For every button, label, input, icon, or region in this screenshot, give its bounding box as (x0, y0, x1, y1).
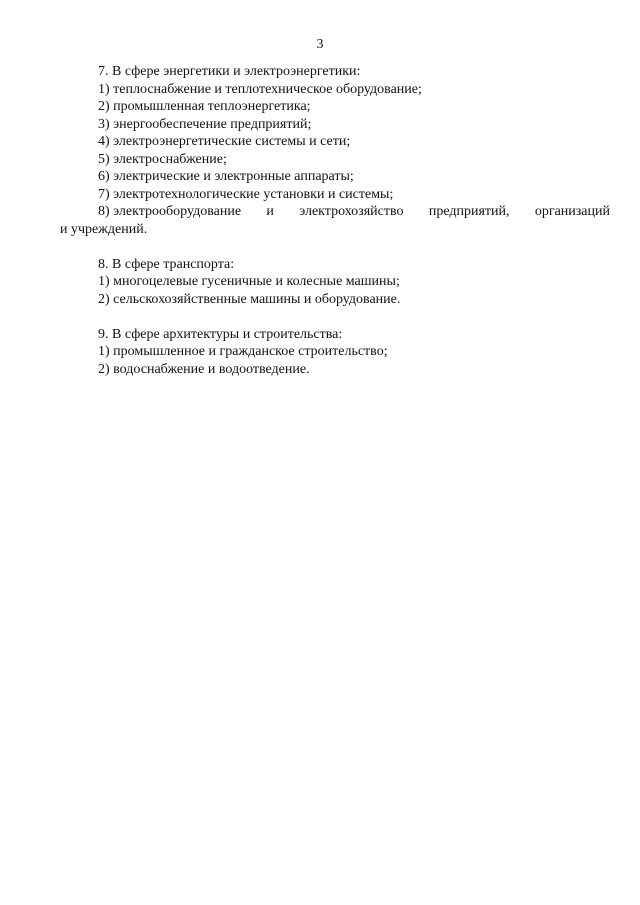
list-item-justified (60, 203, 610, 221)
word: предприятий, (428, 204, 510, 219)
list-item: 6) электрические и электронные аппараты; (98, 169, 354, 184)
list-item: 2) сельскохозяйственные машины и оборудование. (98, 291, 401, 307)
section-heading: 8. В сфере транспорта: (98, 256, 235, 272)
word: организаций (534, 204, 610, 219)
word: 8) электрооборудование (98, 204, 242, 219)
section-heading: 9. В сфере архитектуры и строительства: (98, 326, 343, 342)
list-item: 4) электроэнергетические системы и сети; (98, 134, 351, 149)
list-item: 1) многоцелевые гусеничные и колесные машины; (98, 274, 400, 289)
list-item: 2) водоснабжение и водоотведение. (98, 361, 310, 377)
list-item: 2) промышленная теплоэнергетика; (98, 99, 311, 114)
document-body (60, 63, 610, 396)
list-item: 3) энергообеспечение предприятий; (98, 116, 312, 132)
page-number: 3 (316, 37, 324, 52)
list-item: 1) теплоснабжение и теплотехническое оборудование; (98, 81, 422, 97)
list-item: 1) промышленное и гражданское строительство; (98, 344, 388, 359)
list-item: 5) электроснабжение; (98, 151, 227, 167)
word: и (266, 204, 274, 219)
section-energy (60, 63, 610, 238)
section-heading: 7. В сфере энергетики и электроэнергетики: (98, 64, 361, 79)
word: электрохозяйство (299, 204, 404, 219)
section-transport (60, 256, 610, 309)
section-construction (60, 326, 610, 379)
list-item-continuation: и учреждений. (60, 221, 148, 237)
list-item: 7) электротехнологические установки и системы; (98, 186, 394, 202)
